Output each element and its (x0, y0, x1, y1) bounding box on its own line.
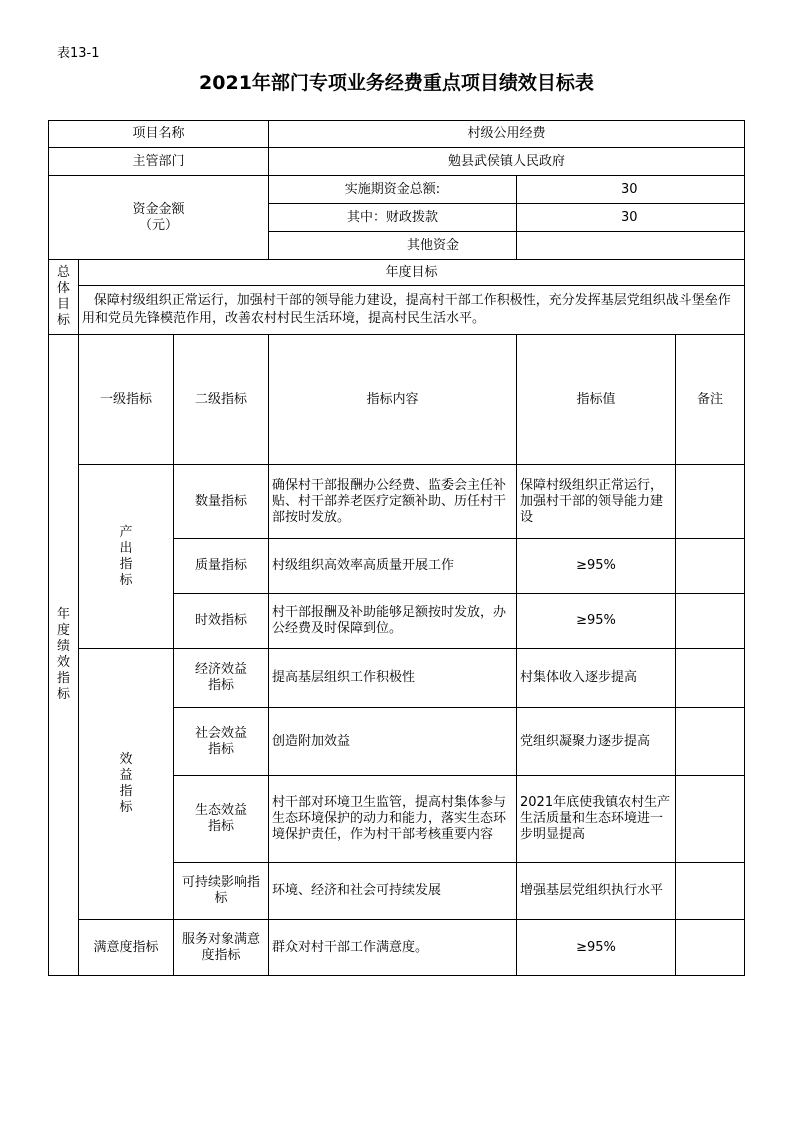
indicator-note (676, 920, 745, 976)
funds-total-value: 30 (517, 176, 745, 204)
overall-goal-label-cell (49, 260, 79, 335)
indicator-value: 村集体收入逐步提高 (517, 649, 676, 708)
department-label: 主管部门 (49, 148, 269, 176)
indicator-level2: 生态效益指标 (174, 776, 269, 863)
indicator-row (49, 920, 745, 976)
document-title: 2021年部门专项业务经费重点项目绩效目标表 (199, 72, 594, 94)
indicator-row (49, 649, 745, 708)
funds-fiscal-label: 其中：财政拨款 (269, 204, 517, 232)
benefit-label-cell (79, 649, 174, 920)
output-label: 产出指标 (119, 524, 133, 588)
department-row (49, 148, 745, 176)
department-value: 勉县武侯镇人民政府 (269, 148, 745, 176)
indicator-row (49, 465, 745, 539)
project-name-value: 村级公用经费 (269, 121, 745, 148)
performance-target-table (48, 120, 745, 976)
indicator-header-row (49, 335, 745, 465)
output-label-cell (79, 465, 174, 649)
funds-fiscal-value: 30 (517, 204, 745, 232)
table-number: 表13-1 (57, 46, 100, 61)
funds-other-value (517, 232, 745, 260)
annual-perf-label: 年度绩效指标 (56, 607, 70, 702)
indicator-value: 2021年底使我镇农村生产生活质量和生态环境进一步明显提高 (517, 776, 676, 863)
funds-label: 资金金额 (132, 201, 185, 217)
indicator-note (676, 863, 745, 920)
indicator-note (676, 708, 745, 776)
funds-total-label: 实施期资金总额: (269, 176, 517, 204)
indicator-level2: 质量指标 (174, 539, 269, 594)
indicator-value: 增强基层党组织执行水平 (517, 863, 676, 920)
funds-label-cell (49, 176, 269, 260)
indicator-content: 村干部报酬及补助能够足额按时发放，办公经费及时保障到位。 (269, 594, 517, 649)
indicator-level2: 经济效益指标 (174, 649, 269, 708)
indicator-level2: 服务对象满意度指标 (174, 920, 269, 976)
indicator-content: 村干部对环境卫生监管，提高村集体参与生态环境保护的动力和能力，落实生态环境保护责任，作为村干部考核重要内容 (269, 776, 517, 863)
funds-other-label: 其他资金 (269, 232, 517, 260)
annual-perf-label-cell (49, 335, 79, 976)
annual-goal-header-row (49, 260, 745, 286)
header-note: 备注 (676, 335, 745, 465)
overall-goal-label: 总体目标 (56, 265, 70, 328)
indicator-note (676, 649, 745, 708)
header-level1: 一级指标 (79, 335, 174, 465)
annual-goal-text: 保障村级组织正常运行，加强村干部的领导能力建设，提高村干部工作积极性，充分发挥基层党组织战斗堡垒作用和党员先锋模范作用，改善农村村民生活环境，提高村民生活水平。 (79, 286, 745, 335)
project-name-row (49, 121, 745, 148)
indicator-level2: 社会效益指标 (174, 708, 269, 776)
indicator-note (676, 465, 745, 539)
indicator-value: 党组织凝聚力逐步提高 (517, 708, 676, 776)
header-value: 指标值 (517, 335, 676, 465)
annual-goal-label: 年度目标 (79, 260, 745, 286)
satisfaction-label: 满意度指标 (79, 920, 174, 976)
annual-goal-text-row (49, 286, 745, 335)
indicator-note (676, 776, 745, 863)
indicator-content: 环境、经济和社会可持续发展 (269, 863, 517, 920)
indicator-level2: 时效指标 (174, 594, 269, 649)
indicator-level2: 可持续影响指标 (174, 863, 269, 920)
indicator-value: ≥95% (517, 594, 676, 649)
indicator-value: 保障村级组织正常运行，加强村干部的领导能力建设 (517, 465, 676, 539)
indicator-note (676, 594, 745, 649)
indicator-level2: 数量指标 (174, 465, 269, 539)
header-level2: 二级指标 (174, 335, 269, 465)
indicator-content: 确保村干部报酬办公经费、监委会主任补贴、村干部养老医疗定额补助、历任村干部按时发放。 (269, 465, 517, 539)
indicator-content: 群众对村干部工作满意度。 (269, 920, 517, 976)
benefit-label: 效益指标 (119, 752, 133, 815)
indicator-content: 创造附加效益 (269, 708, 517, 776)
indicator-content: 村级组织高效率高质量开展工作 (269, 539, 517, 594)
project-name-label: 项目名称 (49, 121, 269, 148)
header-content: 指标内容 (269, 335, 517, 465)
indicator-value: ≥95% (517, 539, 676, 594)
indicator-content: 提高基层组织工作积极性 (269, 649, 517, 708)
funds-unit: （元） (138, 217, 178, 233)
indicator-value: ≥95% (517, 920, 676, 976)
funds-total-row (49, 176, 745, 204)
indicator-note (676, 539, 745, 594)
